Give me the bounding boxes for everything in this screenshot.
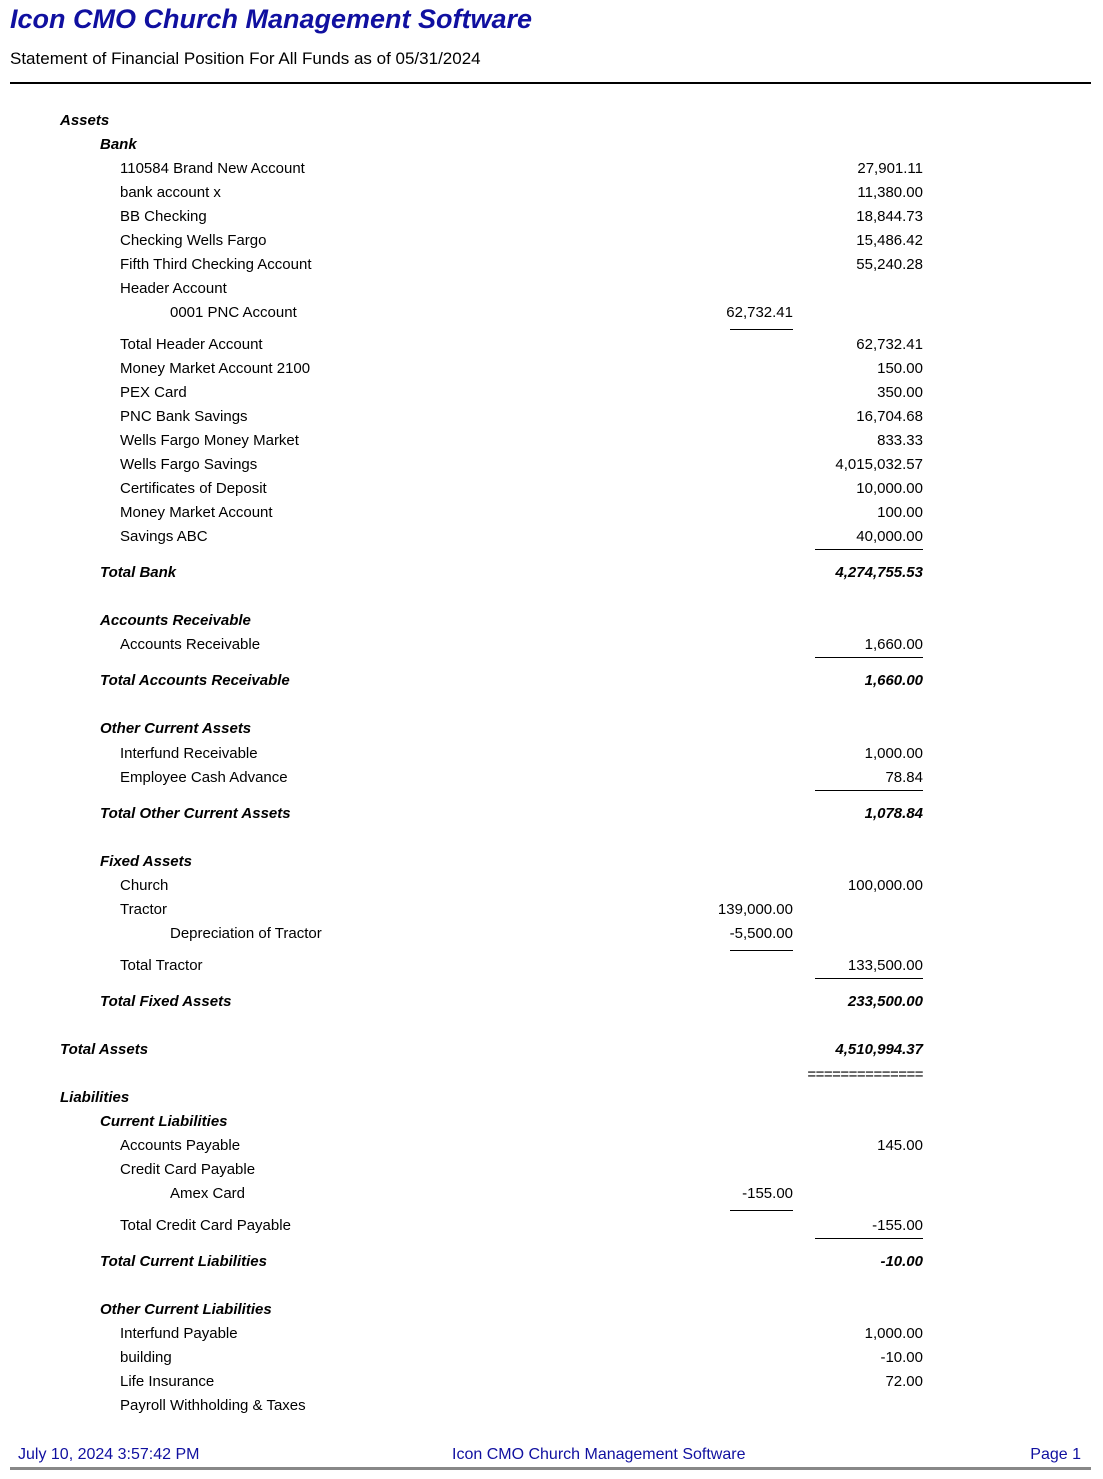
row-label: bank account x bbox=[120, 184, 221, 201]
row-label: Total Bank bbox=[100, 564, 177, 581]
account-row bbox=[0, 1324, 1103, 1344]
section-row bbox=[0, 111, 1103, 131]
total-amount: 62,732.41 bbox=[856, 336, 923, 353]
subtotal-rule bbox=[730, 950, 793, 951]
total-amount: 40,000.00 bbox=[856, 528, 923, 545]
footer-page-number: Page 1 bbox=[1030, 1446, 1081, 1463]
account-row bbox=[0, 255, 1103, 275]
account-row bbox=[0, 359, 1103, 379]
account-row bbox=[0, 183, 1103, 203]
row-label: Total Credit Card Payable bbox=[120, 1217, 291, 1234]
row-label: Total Other Current Assets bbox=[100, 805, 291, 822]
row-label: Current Liabilities bbox=[100, 1113, 228, 1130]
account-row bbox=[0, 527, 1103, 547]
detail-amount: 139,000.00 bbox=[717, 901, 793, 918]
detail-amount: 62,732.41 bbox=[726, 304, 793, 321]
total-amount: 1,000.00 bbox=[864, 1325, 923, 1342]
account-row bbox=[0, 744, 1103, 764]
row-label: 110584 Brand New Account bbox=[120, 160, 305, 177]
account-row bbox=[0, 335, 1103, 355]
account-row bbox=[0, 1372, 1103, 1392]
row-label: Assets bbox=[60, 112, 110, 129]
row-label: Money Market Account 2100 bbox=[120, 360, 311, 377]
row-label: Interfund Payable bbox=[120, 1325, 238, 1342]
total-assets-double-rule: ============== bbox=[807, 1068, 923, 1082]
total-amount: 1,660.00 bbox=[864, 672, 923, 689]
footer-app-name: Icon CMO Church Management Software bbox=[452, 1446, 746, 1463]
section-row bbox=[0, 1252, 1103, 1272]
row-label: Accounts Receivable bbox=[120, 636, 261, 653]
row-label: Checking Wells Fargo bbox=[120, 232, 267, 249]
row-label: BB Checking bbox=[120, 208, 207, 225]
row-label: building bbox=[120, 1349, 172, 1366]
total-amount: 11,380.00 bbox=[857, 184, 923, 201]
row-label: Certificates of Deposit bbox=[120, 480, 267, 497]
account-row bbox=[0, 231, 1103, 251]
row-label: Fifth Third Checking Account bbox=[120, 256, 312, 273]
account-row bbox=[0, 635, 1103, 655]
total-amount: 4,015,032.57 bbox=[835, 456, 923, 473]
row-label: Total Current Liabilities bbox=[100, 1253, 267, 1270]
row-label: Money Market Account bbox=[120, 504, 273, 521]
row-label: Wells Fargo Money Market bbox=[120, 432, 299, 449]
subtotal-rule bbox=[815, 978, 923, 979]
account-row bbox=[0, 503, 1103, 523]
account-row bbox=[0, 407, 1103, 427]
row-label: Interfund Receivable bbox=[120, 745, 258, 762]
detail-amount: -155.00 bbox=[742, 1185, 793, 1202]
row-label: Total Fixed Assets bbox=[100, 993, 232, 1010]
report-subtitle: Statement of Financial Position For All Funds as of 05/31/2024 bbox=[10, 49, 481, 68]
account-row bbox=[0, 383, 1103, 403]
section-row bbox=[0, 135, 1103, 155]
total-amount: 100,000.00 bbox=[847, 877, 923, 894]
section-row bbox=[0, 719, 1103, 739]
total-amount: 78.84 bbox=[885, 769, 923, 786]
row-label: PEX Card bbox=[120, 384, 187, 401]
row-label: Accounts Payable bbox=[120, 1137, 241, 1154]
section-row bbox=[0, 1088, 1103, 1108]
row-label: Fixed Assets bbox=[100, 853, 192, 870]
total-amount: 27,901.11 bbox=[857, 160, 923, 177]
row-label: Amex Card bbox=[170, 1185, 246, 1202]
row-label: 0001 PNC Account bbox=[170, 304, 297, 321]
total-amount: 10,000.00 bbox=[856, 480, 923, 497]
row-label: Total Accounts Receivable bbox=[100, 672, 290, 689]
row-label: Header Account bbox=[120, 280, 227, 297]
row-label: Employee Cash Advance bbox=[120, 769, 288, 786]
total-amount: 15,486.42 bbox=[856, 232, 923, 249]
account-row bbox=[0, 1160, 1103, 1180]
total-amount: 1,000.00 bbox=[864, 745, 923, 762]
account-row bbox=[0, 1216, 1103, 1236]
account-row bbox=[0, 279, 1103, 299]
total-amount: 1,660.00 bbox=[864, 636, 923, 653]
account-row bbox=[0, 455, 1103, 475]
account-row bbox=[0, 956, 1103, 976]
account-row bbox=[0, 1348, 1103, 1368]
row-label: Bank bbox=[100, 136, 137, 153]
total-amount: 55,240.28 bbox=[856, 256, 923, 273]
subtotal-rule bbox=[815, 790, 923, 791]
row-label: Accounts Receivable bbox=[100, 612, 251, 629]
row-label: Other Current Assets bbox=[100, 720, 252, 737]
account-row bbox=[0, 479, 1103, 499]
total-amount: 18,844.73 bbox=[856, 208, 923, 225]
row-label: Depreciation of Tractor bbox=[170, 925, 322, 942]
total-amount: 72.00 bbox=[885, 1373, 923, 1390]
footer-divider bbox=[10, 1467, 1091, 1470]
account-row bbox=[0, 159, 1103, 179]
account-row bbox=[0, 207, 1103, 227]
section-row bbox=[0, 1300, 1103, 1320]
section-row bbox=[0, 671, 1103, 691]
row-label: Liabilities bbox=[60, 1089, 130, 1106]
total-amount: 133,500.00 bbox=[847, 957, 923, 974]
account-row bbox=[0, 1396, 1103, 1416]
total-amount: 4,510,994.37 bbox=[835, 1041, 923, 1058]
row-label: Total Header Account bbox=[120, 336, 263, 353]
row-label: Credit Card Payable bbox=[120, 1161, 256, 1178]
app-title: Icon CMO Church Management Software bbox=[10, 4, 533, 34]
total-amount: 100.00 bbox=[877, 504, 923, 521]
total-amount: 233,500.00 bbox=[847, 993, 923, 1010]
account-row bbox=[0, 303, 1103, 323]
row-label: Total Assets bbox=[60, 1041, 149, 1058]
footer-datetime: July 10, 2024 3:57:42 PM bbox=[18, 1446, 200, 1463]
subtotal-rule bbox=[730, 1210, 793, 1211]
total-amount: 150.00 bbox=[877, 360, 923, 377]
account-row bbox=[0, 431, 1103, 451]
total-amount: 1,078.84 bbox=[864, 805, 923, 822]
total-amount: 16,704.68 bbox=[856, 408, 923, 425]
row-label: Life Insurance bbox=[120, 1373, 215, 1390]
page-footer bbox=[0, 1444, 1103, 1466]
section-row bbox=[0, 992, 1103, 1012]
account-row bbox=[0, 900, 1103, 920]
account-row bbox=[0, 924, 1103, 944]
section-row bbox=[0, 1040, 1103, 1060]
section-row bbox=[0, 804, 1103, 824]
total-amount: 833.33 bbox=[877, 432, 923, 449]
section-row bbox=[0, 1112, 1103, 1132]
total-amount: -155.00 bbox=[872, 1217, 923, 1234]
section-row bbox=[0, 852, 1103, 872]
subtotal-rule bbox=[815, 549, 923, 550]
account-row bbox=[0, 768, 1103, 788]
section-row bbox=[0, 563, 1103, 583]
account-row bbox=[0, 876, 1103, 896]
subtotal-rule bbox=[815, 1238, 923, 1239]
detail-amount: -5,500.00 bbox=[729, 925, 793, 942]
account-row bbox=[0, 1184, 1103, 1204]
row-label: Tractor bbox=[120, 901, 167, 918]
subtotal-rule bbox=[730, 329, 793, 330]
row-label: Payroll Withholding & Taxes bbox=[120, 1397, 306, 1414]
total-amount: -10.00 bbox=[880, 1253, 923, 1270]
subtotal-rule bbox=[815, 657, 923, 658]
total-amount: 350.00 bbox=[877, 384, 923, 401]
row-label: Other Current Liabilities bbox=[100, 1301, 272, 1318]
account-row bbox=[0, 1136, 1103, 1156]
total-amount: 4,274,755.53 bbox=[835, 564, 923, 581]
row-label: PNC Bank Savings bbox=[120, 408, 248, 425]
section-row bbox=[0, 611, 1103, 631]
row-label: Total Tractor bbox=[120, 957, 203, 974]
row-label: Wells Fargo Savings bbox=[120, 456, 258, 473]
total-amount: -10.00 bbox=[880, 1349, 923, 1366]
row-label: Savings ABC bbox=[120, 528, 208, 545]
row-label: Church bbox=[120, 877, 169, 894]
total-amount: 145.00 bbox=[877, 1137, 923, 1154]
